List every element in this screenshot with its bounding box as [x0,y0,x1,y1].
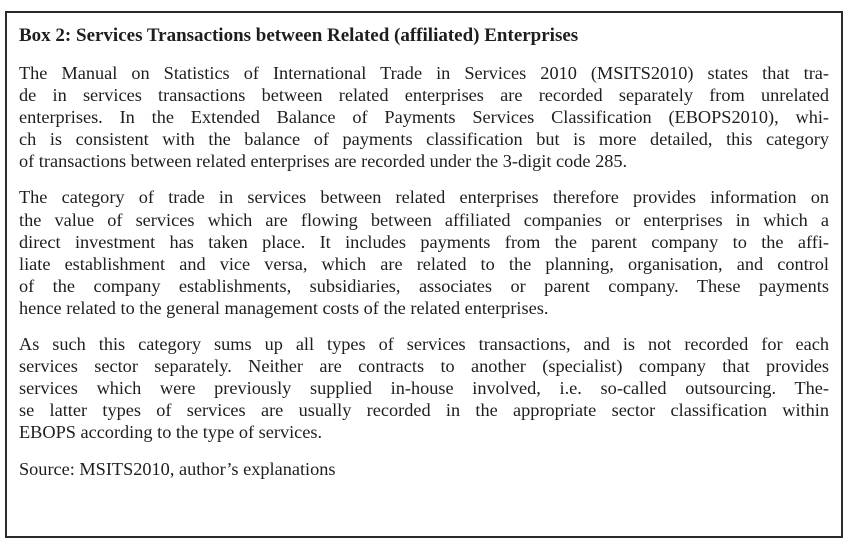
paragraph-line: services which were previously supplied in-house involved, i.e. so-called outsourcing. The- [19,378,829,399]
paragraph-line: se latter types of services are usually recorded in the appropriate sector classification within [19,400,829,421]
paragraph-line: The category of trade in services between related enterprises therefore provides information on [19,187,829,208]
box-title: Box 2: Services Transactions between Related (affiliated) Enterprises [19,25,579,46]
paragraph-line: enterprises. In the Extended Balance of Payments Services Classification (EBOPS2010), whi- [19,107,829,128]
source-note: Source: MSITS2010, author’s explanations [19,458,336,479]
paragraph-3 [19,333,829,443]
paragraph-line: de in services transactions between related enterprises are recorded separately from unrelated [19,85,829,106]
paragraph-line: services sector separately. Neither are contracts to another (specialist) company that provides [19,356,829,377]
paragraph-line: of the company establishments, subsidiaries, associates or parent company. These payments [19,275,829,296]
paragraph-line: liate establishment and vice versa, which are related to the planning, organisation, and control [19,253,829,274]
paragraph-line: of transactions between related enterprises are recorded under the 3-digit code 285. [19,151,628,172]
paragraph-line: direct investment has taken place. It includes payments from the parent company to the affi- [19,231,829,252]
paragraph-line: hence related to the general management costs of the related enterprises. [19,297,549,318]
text-box [5,11,843,538]
paragraph-line: the value of services which are flowing between affiliated companies or enterprises in which a [19,209,829,230]
paragraph-line: EBOPS according to the type of services. [19,422,323,443]
paragraph-2 [19,186,829,319]
paragraph-1 [19,62,829,172]
paragraph-line: The Manual on Statistics of International Trade in Services 2010 (MSITS2010) states that tra- [19,63,829,83]
paragraph-line: As such this category sums up all types of services transactions, and is not recorded for each [19,334,829,355]
paragraph-line: ch is consistent with the balance of payments classification but is more detailed, this category [19,129,829,150]
